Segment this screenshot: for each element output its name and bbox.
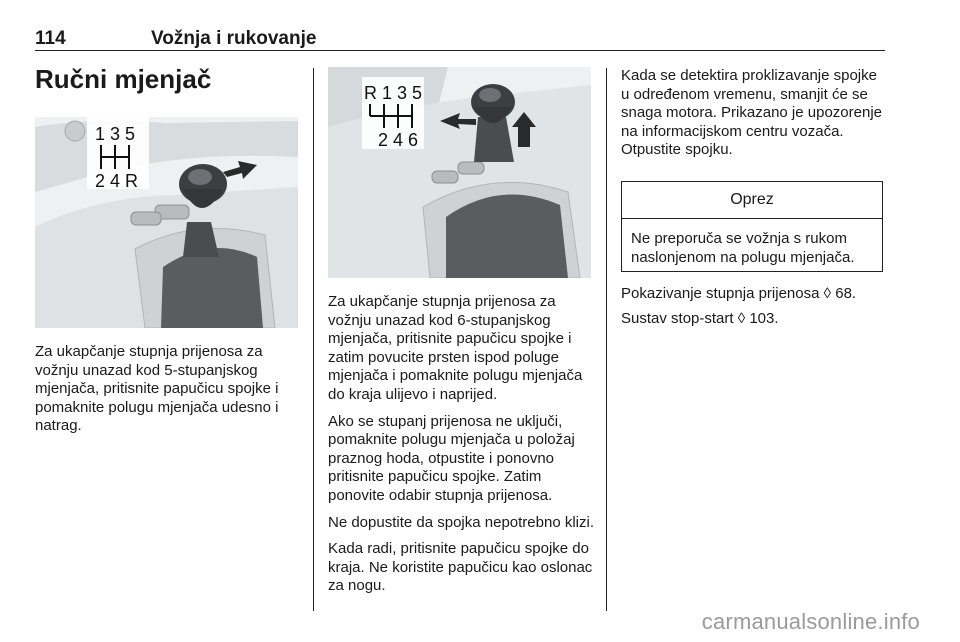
column-3 bbox=[621, 67, 886, 168]
column-1 bbox=[35, 343, 300, 444]
five-speed-pattern-bottom: 2 4 R bbox=[95, 171, 139, 191]
reference-page: 103 bbox=[749, 309, 775, 327]
col2-paragraph-4: Kada radi, pritisnite papučicu spojke do kraja. Ne koristite papučicu kao oslonac za nogu. bbox=[328, 540, 593, 595]
reference-arrow-icon: ◊ bbox=[823, 285, 832, 302]
col1-paragraph-1: Za ukapčanje stupnja prijenosa za vožnju unazad kod 5-stupanjskog mjenjača, pritisnite papučicu spojke i pomaknite polugu mjenjača udesno i natrag. bbox=[35, 343, 279, 435]
col2-paragraph-2: Ako se stupanj prijenosa ne uključi, pomaknite polugu mjenjača u položaj praznog hoda, otpustite i ponovno pritisnite papučicu spojke. Zatim ponovite odabir stupnja prijenosa. bbox=[328, 412, 575, 504]
figure-five-speed-gearshift bbox=[35, 117, 298, 328]
chapter-title: Vožnja i rukovanje bbox=[151, 28, 317, 49]
caution-box bbox=[621, 181, 883, 272]
caution-text: Ne preporuča se vožnja s rukom naslonjenom na polugu mjenjača. bbox=[631, 230, 855, 266]
reference-stop-start[interactable]: Sustav stop-start ◊ 103. bbox=[621, 309, 779, 327]
figure-six-speed-gearshift bbox=[328, 67, 591, 278]
six-speed-pattern-bottom: 2 4 6 bbox=[378, 130, 419, 150]
page-header bbox=[35, 26, 885, 51]
column-divider-1 bbox=[313, 68, 314, 611]
column-divider-2 bbox=[606, 68, 607, 611]
reference-page: 68 bbox=[835, 285, 852, 302]
page-number: 114 bbox=[35, 28, 66, 49]
six-speed-pattern-top: R 1 3 5 bbox=[364, 83, 423, 103]
cross-references bbox=[621, 285, 886, 336]
five-speed-pattern-top: 1 3 5 bbox=[95, 124, 136, 144]
watermark: carmanualsonline.info bbox=[701, 609, 920, 634]
col2-paragraph-1: Za ukapčanje stupnja prijenosa za vožnju unazad kod 6-stupanjskog mjenjača, pritisnite papučicu spojke i zatim povucite prsten ispod poluge mjenjača i pomaknite polugu mjenjača do kraja ulijevo i naprijed. bbox=[328, 293, 583, 403]
reference-arrow-icon: ◊ bbox=[737, 309, 746, 327]
column-2 bbox=[328, 293, 596, 604]
reference-gear-indication[interactable]: Pokazivanje stupnja prijenosa ◊ 68. bbox=[621, 285, 857, 302]
section-title: Ručni mjenjač bbox=[35, 64, 212, 94]
col3-paragraph-1: Kada se detektira proklizavanje spojke u određenom vremenu, smanjit će se snaga motora. Prikazano je upozorenje na informacijskom centru vozača. Otpustite spojku. bbox=[621, 67, 882, 159]
caution-title: Oprez bbox=[622, 182, 882, 219]
col2-paragraph-3: Ne dopustite da spojka nepotrebno klizi. bbox=[328, 513, 595, 531]
